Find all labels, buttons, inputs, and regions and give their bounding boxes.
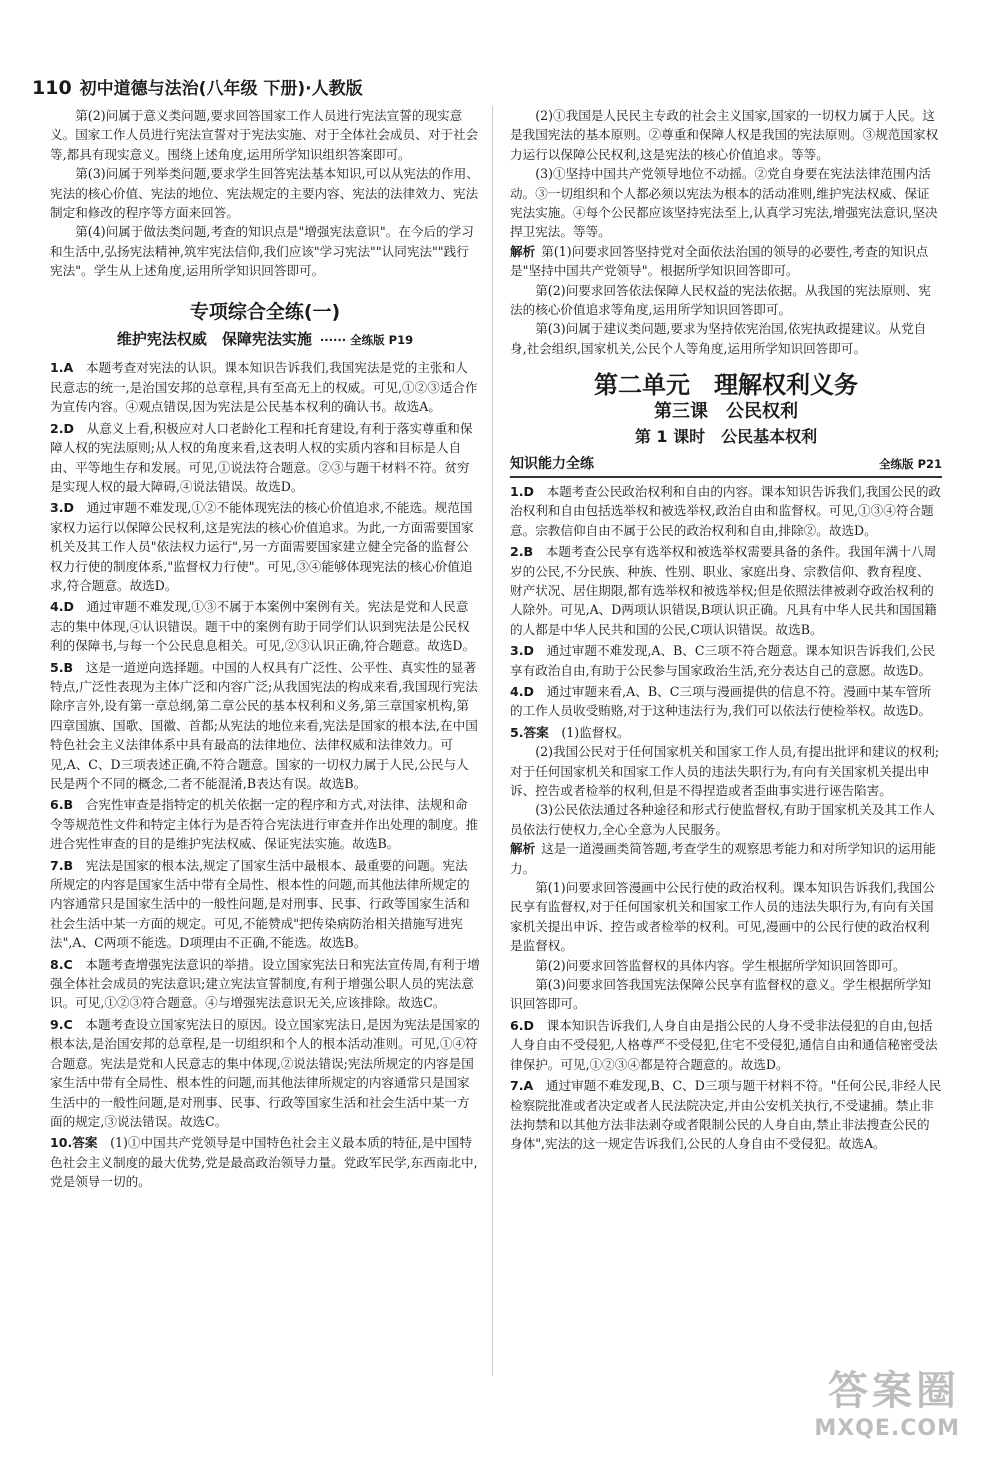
item-text: 本题考查对宪法的认识。课本知识告诉我们,我国宪法是党的主张和人民意志的统一,是治国安邦的总章程,具有至高无上的权威。可见,①②③适合作为宣传内容。④观点错误,因为宪法是公民基本权利的确认书。故选A。 (50, 360, 478, 415)
item-text: 通过审题不难发现,①③不属于本案例中案例有关。宪法是党和人民意志的集中体现,④认识错误。题干中的案例有助于同学们认识到宪法是公民权利的保障书,与每一个公民息息相关。可见,②③认识正确,符合题意。故选D。 (50, 599, 476, 654)
answer-item (50, 1015, 480, 1131)
left-column (50, 106, 480, 1192)
paragraph: (2)我国公民对于任何国家机关和国家工作人员,有提出批评和建议的权利;对于任何国家机关和国家工作人员的违法失职行为,有向有关国家机关提出申诉、控告或者检举的权利,但是不得捏造或者歪曲事实进行诬告陷害。 (510, 744, 940, 798)
paragraph: 第(3)问要求回答我国宪法保障公民享有监督权的意义。学生根据所学知识回答即可。 (510, 977, 931, 1012)
item-text: 本题考查公民享有选举权和被选举权需要具备的条件。我国年满十八周岁的公民,不分民族、种族、性别、职业、家庭出身、宗教信仰、教育程度、财产状况、居住期限,都有选举权和被选举权;但是依照法律被剥夺政治权利的人除外。可见,A、D两项认识错误,B项认识正确。凡具有中华人民共和国国籍的人都是中华人民共和国的公民,C项认识错误。故选B。 (510, 544, 937, 637)
paragraph: 第(1)问要求回答漫画中公民行使的政治权利。课本知识告诉我们,我国公民享有监督权,对于任何国家机关和国家工作人员的违法失职行为,有向有关国家机关提出申诉、控告或者检举的权利。可见,漫画中的公民行使的政治权利是监督权。 (510, 880, 935, 954)
item-text: 宪法是国家的根本法,规定了国家生活中最根本、最重要的问题。宪法所规定的内容是国家生活中带有全局性、根本性的问题,而其他法律所规定的内容通常只是国家生活中的一般性问题,是对刑事、民事、行政等国家生活和社会生活中某一方面的规定。可见,不能赞成"把传染病防治相关措施写进宪法",A、C两项不能选。D项理由不正确,不能选。故选B。 (50, 857, 470, 951)
book-title: 初中道德与法治(八年级 下册)·人教版 (79, 79, 363, 99)
item-text: 合宪性审查是指特定的机关依据一定的程序和方式,对法律、法规和命令等规范性文件和特定主体行为是否符合宪法进行审查并作出处理的制度。推进合宪性审查的目的是维护宪法权威、保证宪法实施。故选B。 (50, 797, 479, 852)
answer-item (510, 641, 942, 680)
item-number: 4.D (510, 683, 535, 699)
section-page-ref: ······ 全练版 P19 (319, 333, 414, 348)
analysis-text: 这是一道漫画类简答题,考查学生的观察思考能力和对所学知识的运用能力。 (510, 841, 936, 876)
item-text: 通过审题来看,A、B、C三项与漫画提供的信息不符。漫画中某车管所的工作人员收受贿赂,对于这种违法行为,我们可以依法行使检举权。故选D。 (510, 683, 932, 719)
item-text: 从意义上看,积极应对人口老龄化工程和托育建设,有利于落实尊重和保障人权的宪法原则;从人权的角度来看,这表明人权的实质内容和目标是人自由、平等地生存和发展。可见,①说法符合题意。②③与题干材料不符。贫穷是实现人权的最大障碍,④说法错误。故选D。 (50, 420, 473, 494)
paragraph: 第(3)问属于建议类问题,要求为坚持依宪治国,依宪执政提建议。从党自身,社会组织,国家机关,公民个人等角度,运用所学知识回答即可。 (510, 321, 927, 356)
practice-bar (510, 455, 942, 478)
item-number: 8.C (50, 956, 73, 972)
item-number: 10.答案 (50, 1135, 98, 1151)
column-divider (492, 106, 493, 1376)
paragraph: 第(2)问要求回答监督权的具体内容。学生根据所学知识回答即可。 (535, 957, 906, 973)
paragraph: 第(3)问属于列举类问题,要求学生回答宪法基本知识,可以从宪法的作用、宪法的核心价值、宪法的地位、宪法规定的主要内容、宪法的法律效力、宪法制定和修改的程序等方面来回答。 (50, 166, 479, 221)
answer-item (50, 795, 480, 853)
item-text: 通过审题不难发现,①②不能体现宪法的核心价值追求,不能选。规范国家权力运行以保障公民权利,这是宪法的核心价值追求。为此,一方面需要国家机关及其工作人员"依法权力运行",另一方面需要国家建立健全完备的监督公权力行使的制度体系,"监督权力行使"。可见,③④能够体现宪法的核心价值追求,符合题意。故选D。 (50, 500, 474, 593)
answer-item (50, 658, 480, 794)
answer-item (510, 542, 942, 639)
section-subtitle-text: 维护宪法权威 保障宪法实施 (116, 330, 312, 349)
paragraph: (3)公民依法通过各种途径和形式行使监督权,有助于国家机关及其工作人员依法行使权力,全心全意为人民服务。 (510, 802, 935, 837)
paragraph: (3)①坚持中国共产党领导地位不动摇。②党自身要在宪法法律范围内活动。③一切组织和个人都必须以宪法为根本的活动准则,维护宪法权威、保证宪法实施。④每个公民都应该坚持宪法至上,认真学习宪法,增强宪法意识,坚决捍卫宪法。等等。 (510, 166, 938, 240)
unit-title: 第二单元 理解权利义务 (594, 371, 858, 400)
paragraph: (2)①我国是人民民主专政的社会主义国家,国家的一切权力属于人民。这是我国宪法的基本原则。②尊重和保障人权是我国的宪法原则。③规范国家权力运行以保障公民权利,这是宪法的核心价值追求。等等。 (510, 108, 939, 162)
item-number: 1.D (510, 483, 535, 499)
answer-item (50, 419, 480, 497)
item-number: 7.B (50, 857, 74, 873)
section-subtitle (50, 330, 480, 350)
item-text: (1)监督权。 (561, 724, 630, 740)
watermark-url: MXQE.COM (814, 1416, 960, 1441)
paragraph: 第(4)问属于做法类问题,考查的知识点是"增强宪法意识"。在今后的学习和生活中,弘扬宪法精神,筑牢宪法信仰,我们应该"学习宪法""认同宪法""践行宪法"。学生从上述角度,运用所学知识回答即可。 (50, 224, 474, 279)
item-text: (1)①中国共产党领导是中国特色社会主义最本质的特征,是中国特色社会主义制度的最大优势,党是最高政治领导力量。党政军民学,东西南北中,党是领导一切的。 (50, 1135, 478, 1190)
item-text: 本题考查增强宪法意识的举措。设立国家宪法日和宪法宣传周,有利于增强全体社会成员的宪法意识;建立宪法宣誓制度,有利于增强公职人员的宪法意识。可见,①②③符合题意。④与增强宪法意识无关,应该排除。故选C。 (50, 956, 480, 1011)
analysis-label: 解析 (510, 841, 536, 857)
answer-item (510, 723, 942, 742)
item-number: 6.B (50, 797, 74, 813)
lesson-title: 第三课 公民权利 (654, 400, 798, 422)
answer-item (510, 1016, 942, 1074)
item-number: 7.A (510, 1078, 534, 1094)
answer-item (510, 482, 942, 540)
paragraph: 第(2)问要求回答依法保障人民权益的宪法依据。从我国的宪法原则、宪法的核心价值追求等角度,运用所学知识回答即可。 (510, 282, 931, 318)
item-number: 3.D (50, 500, 75, 516)
answer-item (50, 358, 480, 416)
item-text: 通过审题不难发现,B、C、D三项与题干材料不符。"任何公民,非经人民检察院批准或者决定或者人民法院决定,并由公安机关执行,不受逮捕。禁止非法拘禁和以其他方法非法剥夺或者限制公民的人身自由,禁止非法搜查公民的身体",宪法的这一规定告诉我们,公民的人身自由不受侵犯。故选A。 (510, 1078, 942, 1152)
item-text: 这是一道逆向选择题。中国的人权具有广泛性、公平性、真实性的显著特点,广泛性表现为主体广泛和内容广泛;从我国宪法的构成来看,我国现行宪法除序言外,设有第一章总纲,第二章公民的基本权利和义务,第三章国家机构,第四章国旗、国歌、国徽、首都;从宪法的地位来看,宪法是国家的根本法,在中国特色社会主义法律体系中具有最高的法律地位、法律权威和法律效力。可见,A、C、D三项表述正确,不符合题意。国家的一切权力属于人民,公民与人民是两个不同的概念,二者不能混淆,B表达有误。故选B。 (50, 659, 478, 791)
item-text: 通过审题不难发现,A、B、C三项不符合题意。课本知识告诉我们,公民享有政治自由,有助于公民参与国家政治生活,充分表达自己的意愿。故选D。 (510, 643, 936, 678)
item-number: 2.B (510, 544, 534, 560)
watermark-logo (814, 1359, 960, 1441)
answer-item (50, 498, 480, 595)
item-number: 6.D (510, 1017, 535, 1033)
answer-item (50, 856, 480, 953)
item-text: 本题考查设立国家宪法日的原因。设立国家宪法日,是因为宪法是国家的根本法,是治国安邦的总章程,是一切组织和个人的根本活动准则。可见,①④符合题意。宪法是党和人民意志的集中体现,②说法错误;宪法所规定的内容是国家生活中带有全局性、根本性的问题,而其他法律所规定的内容通常只是国家生活中的一般性问题,是对刑事、民事、行政等国家生活和社会生活中某一方面的规定,③说法错误。故选C。 (50, 1016, 480, 1129)
practice-label: 知识能力全练 (510, 455, 594, 472)
analysis-paragraph (510, 839, 942, 878)
watermark-text: 答案圈 (828, 1368, 960, 1414)
item-text: 本题考查公民政治权利和自由的内容。课本知识告诉我们,我国公民的政治权利和自由包括选举权和被选举权,政治自由和监督权。可见,①③④符合题意。宗教信仰自由不属于公民的政治权利和自由,排除②。故选D。 (510, 483, 942, 538)
section-title: 专项综合全练(一) (189, 300, 341, 323)
period-title: 第 1 课时 公民基本权利 (634, 427, 818, 447)
item-number: 3.D (510, 643, 535, 659)
item-text: 课本知识告诉我们,人身自由是指公民的人身不受非法侵犯的自由,包括人身自由不受侵犯,人格尊严不受侵犯,住宅不受侵犯,通信自由和通信秘密受法律保护。可见,①②③④都是符合题意的。故选D。 (510, 1017, 938, 1072)
item-number: 2.D (50, 420, 75, 436)
item-number: 5.答案 (510, 724, 549, 740)
analysis-paragraph (510, 242, 942, 281)
paragraph: 第(2)问属于意义类问题,要求回答国家工作人员进行宪法宣誓的现实意义。国家工作人员进行宪法宣誓对于宪法实施、对于全体社会成员、对于社会等,都具有现实意义。围绕上述角度,运用所学知识组织答案即可。 (50, 108, 479, 162)
answer-item (510, 1076, 942, 1154)
item-number: 9.C (50, 1016, 73, 1032)
page-header (32, 74, 363, 99)
analysis-text: 第(1)问要求回答坚持党对全面依法治国的领导的必要性,考查的知识点是"坚持中国共产党领导"。根据所学知识回答即可。 (510, 243, 929, 279)
item-number: 5.B (50, 659, 74, 675)
practice-page-ref: 全练版 P21 (879, 456, 942, 471)
answer-item (510, 682, 942, 721)
page-number: 110 (32, 77, 72, 99)
right-column (510, 106, 942, 1154)
analysis-label: 解析 (510, 243, 536, 259)
answer-item (50, 955, 480, 1013)
item-number: 4.D (50, 599, 75, 615)
answer-item (50, 1133, 480, 1191)
answer-item (50, 597, 480, 655)
item-number: 1.A (50, 360, 74, 376)
